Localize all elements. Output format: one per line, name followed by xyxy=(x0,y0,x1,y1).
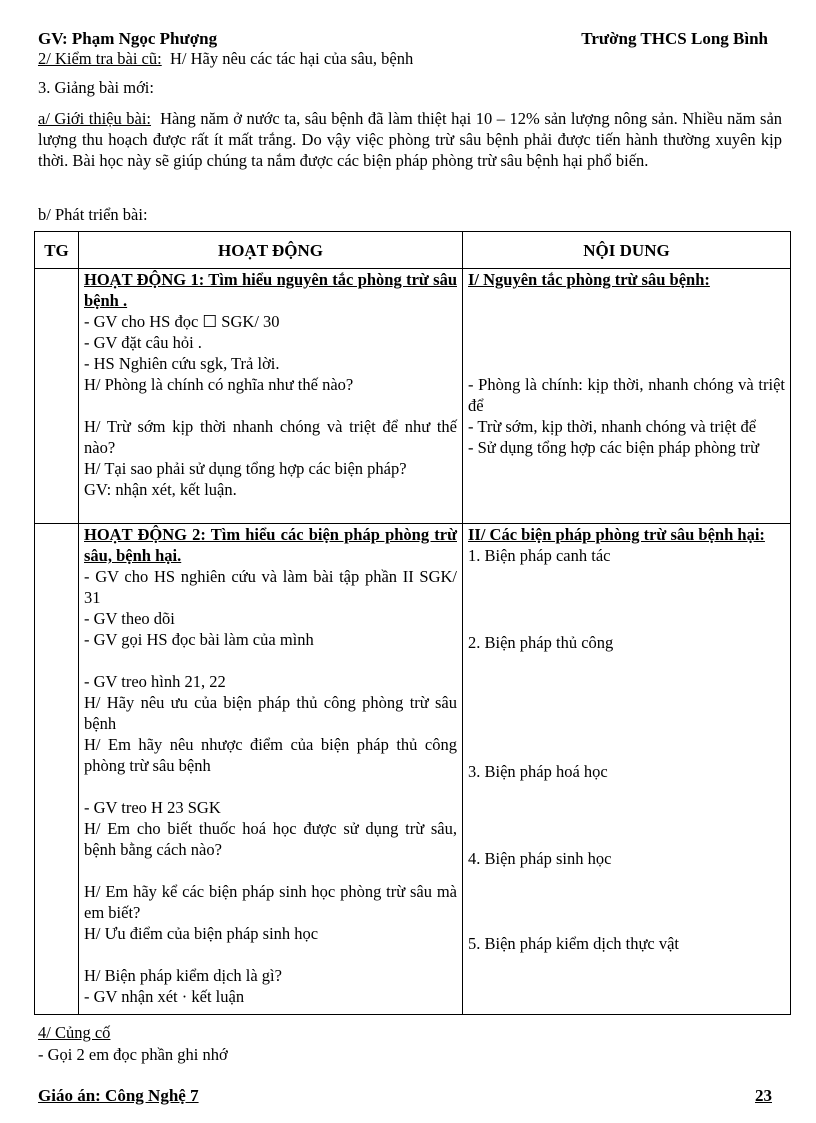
activity-1-title: HOẠT ĐỘNG 1: Tìm hiểu nguyên tắc phòng trừ sâu bệnh . xyxy=(84,270,457,310)
activity-line: H/ Tại sao phải sử dụng tổng hợp các biện pháp? xyxy=(84,459,407,478)
content-line: - Trừ sớm, kịp thời, nhanh chóng và triệt để xyxy=(468,417,757,436)
activity-line: - GV theo dõi xyxy=(84,609,175,628)
intro-text: Hàng năm ở nước ta, sâu bệnh đã làm thiệt hại 10 – 12% sản lượng nông sản. Nhiều năm sản lượng thu hoạch được rất ít mất trắng. Do vậy việc phòng trừ sâu bệnh phải được tiến hành thường xuyên kịp thời. Bài học này sẽ giúp chúng ta nắm được các biện pháp phòng trừ sâu bệnh hại phổ biến. xyxy=(38,109,783,170)
consolidate-line: - Gọi 2 em đọc phần ghi nhớ xyxy=(38,1045,228,1064)
teacher-name: GV: Phạm Ngọc Phượng xyxy=(38,29,218,48)
new-lesson-heading: 3. Giảng bài mới: xyxy=(38,78,154,97)
activity-line: - GV đặt câu hỏi . xyxy=(84,333,202,352)
activity-line: H/ Phòng là chính có nghĩa như thế nào? xyxy=(84,375,354,394)
activity-line: - GV cho HS đọc ☐ SGK/ 30 xyxy=(84,312,280,331)
content-2-title: II/ Các biện pháp phòng trừ sâu bệnh hại: xyxy=(468,525,765,544)
time-cell xyxy=(35,524,79,1015)
content-line: 2. Biện pháp thủ công xyxy=(468,633,614,652)
lesson-table xyxy=(34,231,791,1015)
activity-cell xyxy=(79,524,463,1015)
activity-cell xyxy=(79,269,463,524)
activity-line: - GV treo H 23 SGK xyxy=(84,798,221,817)
activity-line: GV: nhận xét, kết luận. xyxy=(84,480,237,499)
develop-label: b/ Phát triển bài: xyxy=(38,205,148,224)
content-line: - Sử dụng tổng hợp các biện pháp phòng trừ xyxy=(468,438,760,457)
activity-line: - GV gọi HS đọc bài làm của mình xyxy=(84,630,314,649)
content-line: - Phòng là chính: kịp thời, nhanh chóng và triệt để xyxy=(468,375,785,415)
activity-line: - GV cho HS nghiên cứu và làm bài tập phần II SGK/ 31 xyxy=(84,567,457,607)
content-line: 5. Biện pháp kiểm dịch thực vật xyxy=(468,934,680,953)
consolidate-label: 4/ Củng cố xyxy=(38,1023,111,1042)
header-content: NỘI DUNG xyxy=(463,232,791,269)
school-name: Trường THCS Long Bình xyxy=(581,29,768,48)
content-1-title: I/ Nguyên tắc phòng trừ sâu bệnh: xyxy=(468,270,710,289)
activity-line: - GV treo hình 21, 22 xyxy=(84,672,226,691)
table-row xyxy=(35,524,791,1015)
page-number: 23 xyxy=(755,1086,772,1105)
table-row xyxy=(35,269,791,524)
intro-label: a/ Giới thiệu bài: xyxy=(38,109,152,128)
page-footer xyxy=(38,1085,772,1106)
time-cell xyxy=(35,269,79,524)
activity-line: H/ Trừ sớm kịp thời nhanh chóng và triệt để như thế nào? xyxy=(84,417,457,457)
activity-line: - GV nhận xét · kết luận xyxy=(84,987,245,1006)
activity-line: H/ Biện pháp kiểm dịch là gì? xyxy=(84,966,282,985)
activity-line: H/ Hãy nêu ưu của biện pháp thủ công phòng trừ sâu bệnh xyxy=(84,693,457,733)
content-line: 3. Biện pháp hoá học xyxy=(468,762,608,781)
activity-line: H/ Em hãy kể các biện pháp sinh học phòng trừ sâu mà em biết? xyxy=(84,882,457,922)
check-label: 2/ Kiểm tra bài cũ: xyxy=(38,49,162,68)
intro-paragraph xyxy=(38,108,782,171)
check-question: H/ Hãy nêu các tác hại của sâu, bệnh xyxy=(169,49,414,68)
old-lesson-check xyxy=(38,48,782,69)
activity-line: H/ Ưu điểm của biện pháp sinh học xyxy=(84,924,319,943)
content-line: 4. Biện pháp sinh học xyxy=(468,849,612,868)
activity-line: - HS Nghiên cứu sgk, Trả lời. xyxy=(84,354,280,373)
activity-line: H/ Em hãy nêu nhược điểm của biện pháp thủ công phòng trừ sâu bệnh xyxy=(84,735,457,775)
content-line: 1. Biện pháp canh tác xyxy=(468,546,611,565)
content-cell xyxy=(463,269,791,524)
subject-label: Giáo án: Công Nghệ 7 xyxy=(38,1086,199,1105)
activity-2-title: HOẠT ĐỘNG 2: Tìm hiểu các biện pháp phòng trừ sâu, bệnh hại. xyxy=(84,525,457,565)
page-header xyxy=(38,28,768,49)
content-cell xyxy=(463,524,791,1015)
header-tg: TG xyxy=(35,232,79,269)
activity-line: H/ Em cho biết thuốc hoá học được sử dụng trừ sâu, bệnh bằng cách nào? xyxy=(84,819,457,859)
header-activity: HOẠT ĐỘNG xyxy=(79,232,463,269)
